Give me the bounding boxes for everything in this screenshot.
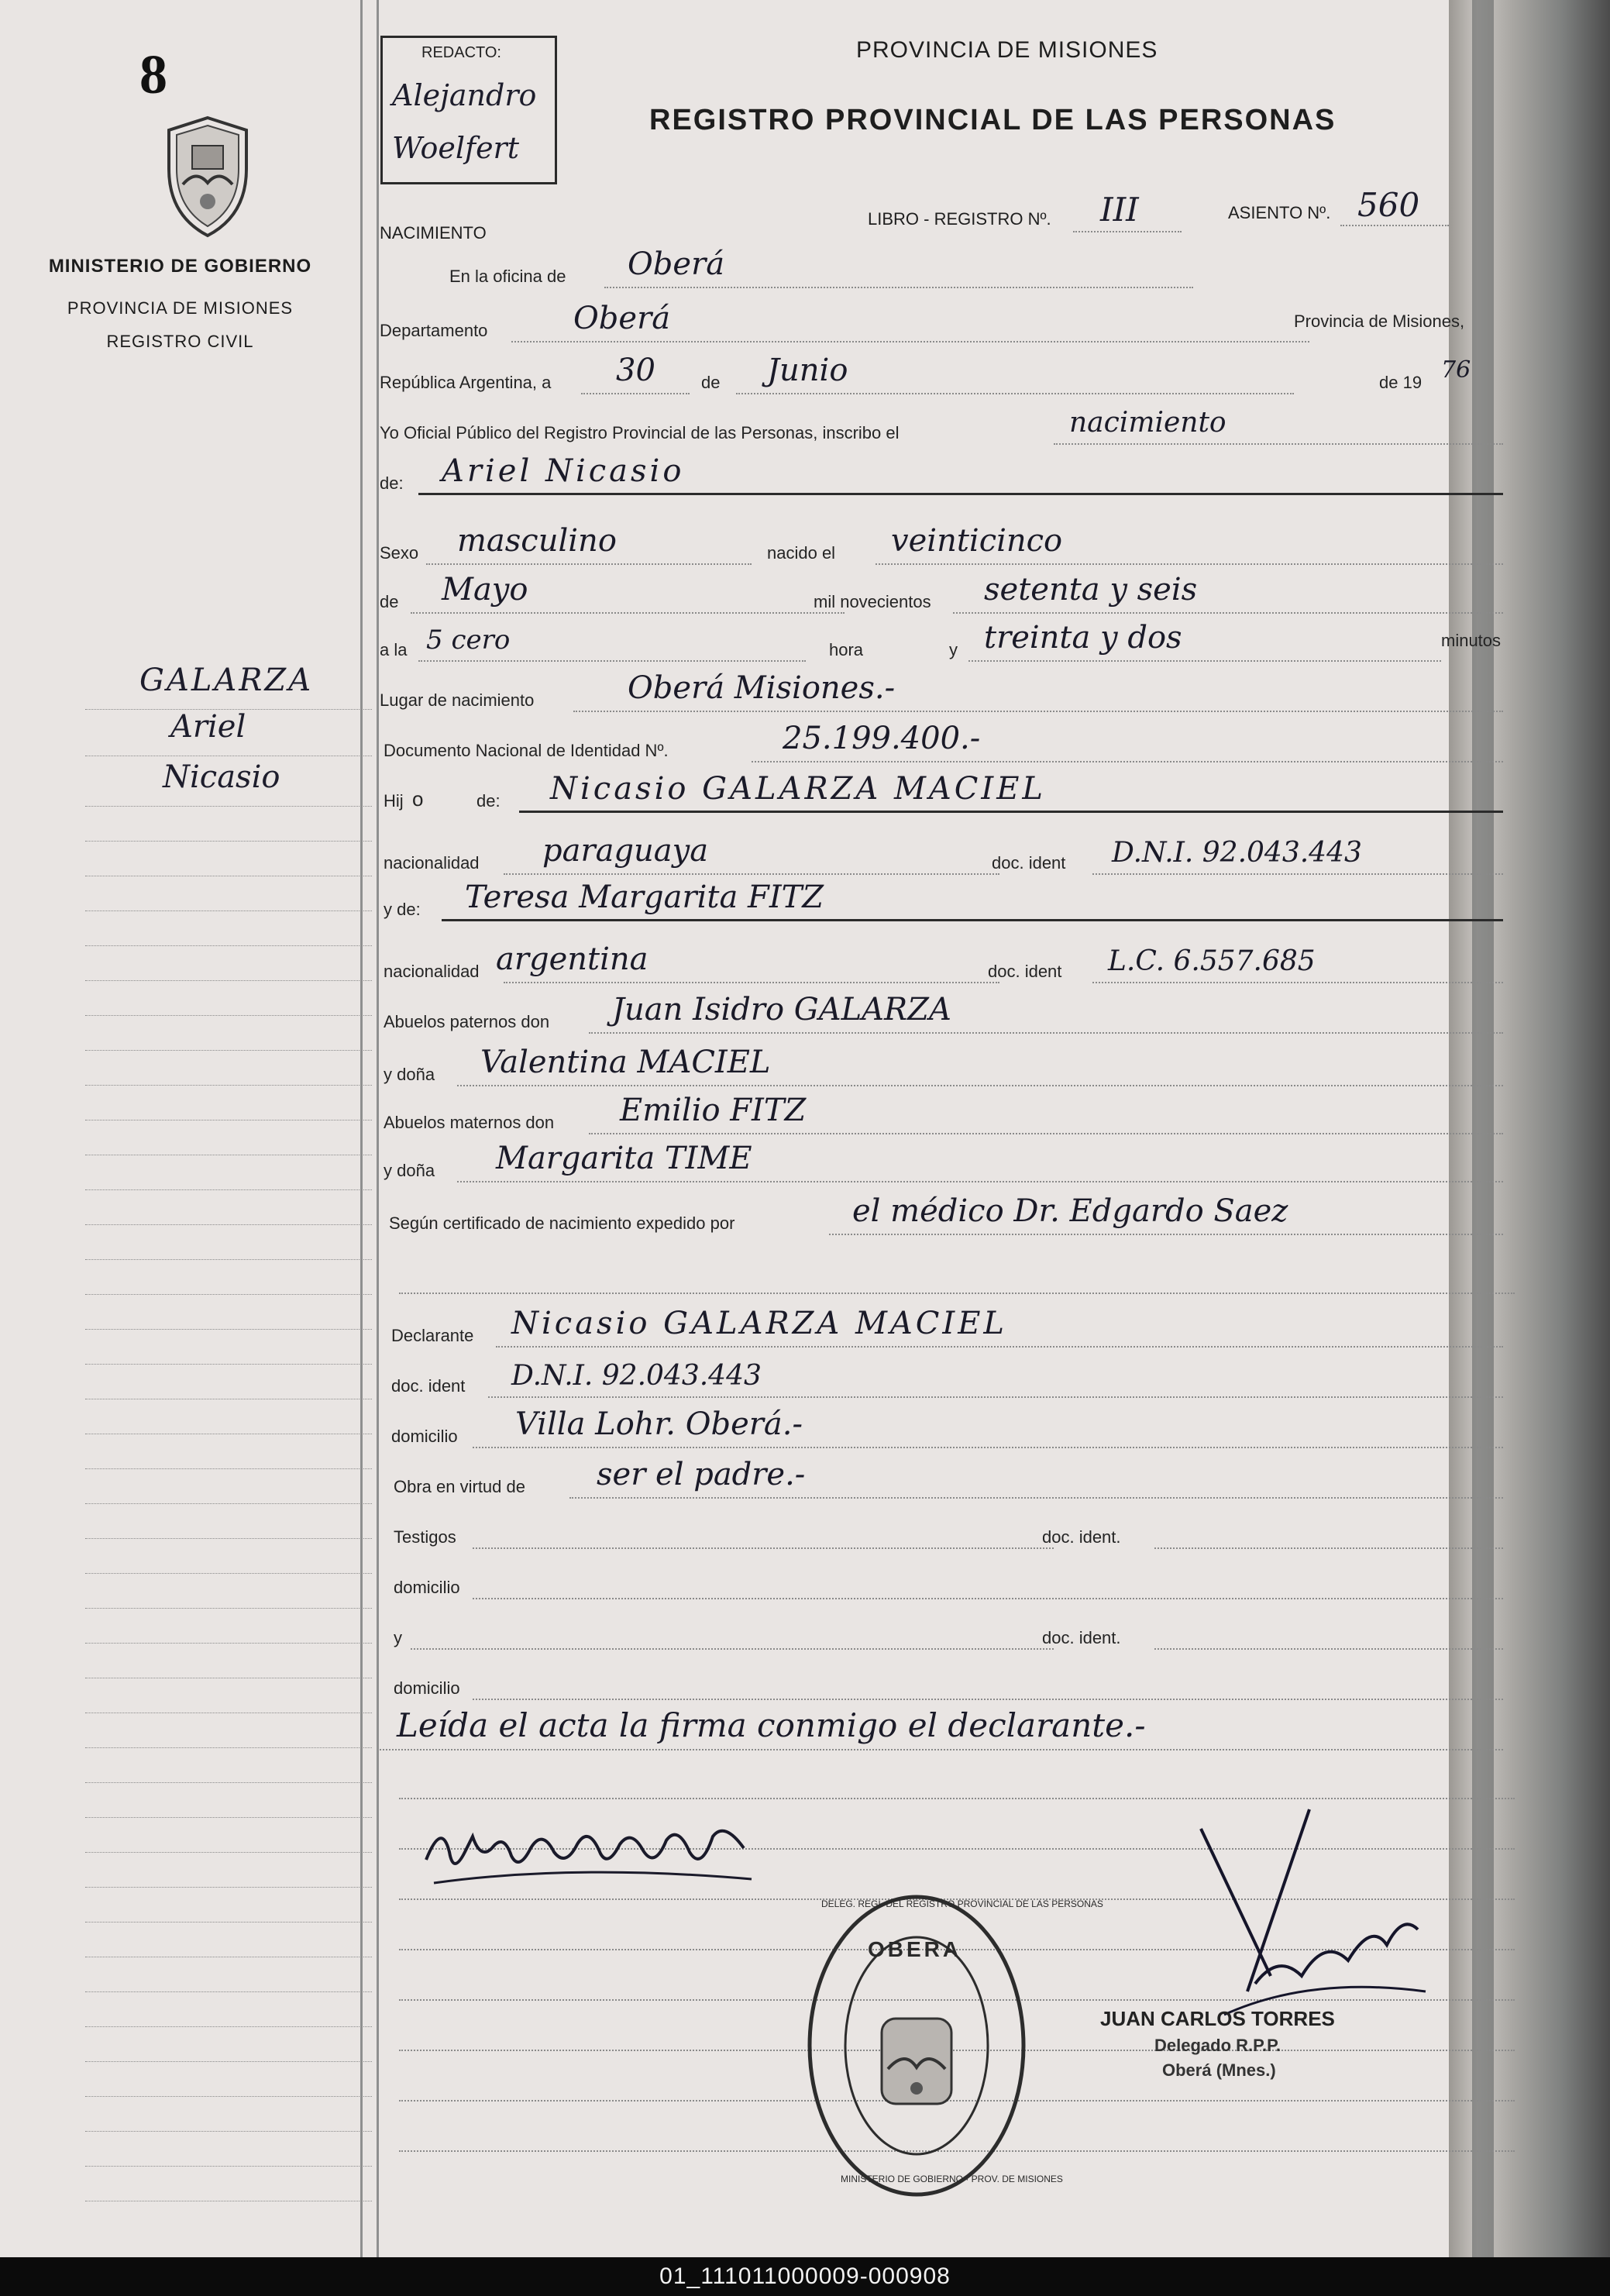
obra-label: Obra en virtud de	[394, 1477, 525, 1496]
section-label: NACIMIENTO	[380, 223, 487, 243]
redacto-label: REDACTO:	[421, 44, 501, 61]
nacido-value: veinticinco	[891, 523, 1063, 559]
departamento-value: Oberá	[573, 301, 671, 336]
header-province: PROVINCIA DE MISIONES	[856, 37, 1158, 63]
domicilio3-row	[380, 1651, 1511, 1705]
lugar-line	[573, 711, 1503, 712]
departamento-row	[380, 293, 1511, 347]
mil-value: setenta y seis	[984, 572, 1198, 608]
header-title: REGISTRO PROVINCIAL DE LAS PERSONAS	[649, 104, 1337, 136]
official-name: JUAN CARLOS TORRES	[1100, 2007, 1335, 2030]
fecha-row	[380, 345, 1511, 399]
official-title: Delegado R.P.P.	[1154, 2036, 1281, 2055]
obra-line	[569, 1497, 1503, 1499]
testigos-row	[380, 1499, 1511, 1554]
image-id-footer: 01_111011000009-000908	[0, 2257, 1610, 2296]
dni-value: 25.199.400.-	[783, 721, 981, 756]
nombre-line	[418, 493, 1503, 495]
mes-nac-label: de	[380, 592, 399, 611]
minutos-label: minutos	[1441, 631, 1502, 650]
abuelos-pat-row	[380, 984, 1511, 1038]
abuela-pat-value: Valentina MACIEL	[480, 1045, 771, 1080]
oficial-value: nacimiento	[1069, 407, 1226, 439]
hijo-row	[380, 763, 1511, 818]
doc-test-line	[1154, 1547, 1503, 1549]
hora-label: hora	[829, 640, 864, 659]
abuelo-mat-value: Emilio FITZ	[620, 1093, 807, 1128]
doc-madre-line	[1092, 982, 1503, 983]
libro-line	[1073, 231, 1182, 232]
official-place: Oberá (Mnes.)	[1162, 2060, 1276, 2080]
y-de-label: y de:	[384, 900, 421, 919]
nac-madre-line	[504, 982, 999, 983]
padre-line	[519, 811, 1503, 813]
sexo-value: masculino	[457, 523, 617, 559]
departamento-label: Departamento	[380, 321, 488, 340]
oficial-row	[380, 395, 1511, 449]
abuela-mat-value: Margarita TIME	[496, 1141, 752, 1176]
madre-line	[442, 919, 1503, 921]
hora-value: 5 cero	[426, 625, 511, 656]
hora-row	[380, 612, 1511, 666]
ministry-title: MINISTERIO DE GOBIERNO	[48, 256, 312, 277]
page-number: 8	[139, 43, 167, 105]
dia-line	[581, 393, 690, 394]
hora-y-label: y	[949, 640, 958, 659]
certificado-row	[380, 1186, 1511, 1240]
doc-test2-line	[1154, 1648, 1503, 1650]
declarante-label: Declarante	[391, 1326, 474, 1345]
ministry-registry: REGISTRO CIVIL	[106, 332, 254, 351]
declarante-row	[380, 1298, 1511, 1352]
domicilio2-row	[380, 1550, 1511, 1604]
declarante-value: Nicasio GALARZA MACIEL	[511, 1306, 1007, 1341]
mes-nac-row	[380, 564, 1511, 618]
hijo-suffix: o	[412, 787, 424, 811]
dia-value: 30	[616, 353, 655, 388]
mil-label: mil novecientos	[814, 592, 931, 611]
padre-value: Nicasio GALARZA MACIEL	[550, 771, 1046, 807]
margin-divider	[360, 0, 379, 2257]
stamp-top-text: DELEG. REGI. DEL REGISTRO PROVINCIAL DE LAS PERSONAS	[821, 1898, 1103, 1909]
provincia-label: Provincia de Misiones,	[1294, 312, 1465, 331]
province-seal-icon	[161, 115, 254, 239]
dona-mat-label: y doña	[384, 1161, 435, 1180]
margin-surname: GALARZA	[139, 663, 314, 698]
nacido-label: nacido el	[767, 543, 836, 563]
hijo-de-label: de:	[476, 791, 501, 811]
abuelo-pat-value: Juan Isidro GALARZA	[612, 992, 951, 1028]
nac-madre-label: nacionalidad	[384, 962, 480, 981]
certificado-value: el médico Dr. Edgardo Saez	[852, 1193, 1288, 1229]
testigos-line	[473, 1547, 1054, 1549]
anio-label: de 19	[1379, 373, 1423, 392]
domicilio3-line	[473, 1699, 1503, 1700]
anio-value: 76	[1441, 356, 1471, 384]
ministry-province: PROVINCIA DE MISIONES	[67, 298, 294, 318]
redacto-name-line2: Woelfert	[392, 131, 519, 165]
dona-pat-label: y doña	[384, 1065, 435, 1084]
abuela-pat-row	[380, 1037, 1511, 1091]
margin-first-name: Ariel	[170, 709, 246, 745]
stamp-bottom-text: MINISTERIO DE GOBIERNO · PROV. DE MISIONES	[841, 2174, 1063, 2184]
lugar-label: Lugar de nacimiento	[380, 690, 535, 710]
domicilio-label: domicilio	[391, 1427, 458, 1446]
doc-decl-value: D.N.I. 92.043.443	[511, 1360, 762, 1392]
obra-row	[380, 1449, 1511, 1503]
hijo-label: Hij	[384, 791, 404, 811]
abuelo-pat-line	[589, 1032, 1503, 1034]
abuela-mat-line	[457, 1181, 1503, 1182]
testigos-label: Testigos	[394, 1527, 456, 1547]
certificado-label: Según certificado de nacimiento expedido por	[389, 1213, 735, 1233]
lugar-row	[380, 663, 1511, 717]
testigo2-line	[411, 1648, 1054, 1650]
fecha-de-label: de	[701, 373, 721, 392]
cierre-line	[380, 1749, 1503, 1750]
libro-value: III	[1100, 191, 1139, 229]
redacto-name-line1: Alejandro	[392, 78, 537, 112]
dni-row	[380, 713, 1511, 767]
oficial-line	[1054, 443, 1503, 445]
libro-label: LIBRO - REGISTRO Nº.	[868, 209, 1051, 229]
nombre-row	[380, 446, 1511, 500]
nac-padre-value: paraguaya	[542, 833, 709, 869]
lugar-value: Oberá Misiones.-	[628, 670, 896, 706]
republica-label: República Argentina, a	[380, 373, 552, 392]
mes-line	[736, 393, 1294, 394]
domicilio2-line	[473, 1598, 1503, 1599]
departamento-line	[511, 341, 1309, 343]
official-signature-block	[1100, 2007, 1395, 2081]
minutos-value: treinta y dos	[984, 620, 1182, 656]
doc-madre-value: L.C. 6.557.685	[1108, 945, 1316, 977]
hora-line	[418, 660, 806, 662]
nac-madre-row	[380, 934, 1511, 988]
doc-padre-label: doc. ident	[992, 853, 1066, 873]
oficina-line	[604, 287, 1193, 288]
redacto-box	[380, 36, 557, 184]
nac-padre-label: nacionalidad	[384, 853, 480, 873]
certificado-extra-line	[399, 1293, 1515, 1294]
asiento-label: ASIENTO Nº.	[1228, 203, 1331, 222]
stamp-center-text: OBERA	[868, 1937, 962, 1961]
cierre-value: Leída el acta la firma conmigo el declarante.-	[397, 1706, 1146, 1744]
domicilio3-label: domicilio	[394, 1678, 460, 1698]
madre-row	[380, 872, 1511, 926]
dni-label: Documento Nacional de Identidad Nº.	[384, 741, 669, 760]
official-signature	[1154, 1798, 1433, 2030]
abuelos-mat-row	[380, 1085, 1511, 1139]
mes-value: Junio	[767, 353, 848, 388]
nombre-de-label: de:	[380, 473, 404, 493]
mes-nac-value: Mayo	[442, 572, 528, 608]
doc-test-label: doc. ident.	[1042, 1527, 1121, 1547]
doc-decl-row	[380, 1348, 1511, 1403]
oficina-row	[380, 239, 1511, 293]
minutos-line	[968, 660, 1441, 662]
hora-prefix: a la	[380, 640, 408, 659]
domicilio-value: Villa Lohr. Oberá.-	[515, 1406, 803, 1442]
doc-test2-label: doc. ident.	[1042, 1628, 1121, 1647]
doc-madre-label: doc. ident	[988, 962, 1062, 981]
abuelos-pat-label: Abuelos paternos don	[384, 1012, 550, 1031]
abuela-mat-row	[380, 1133, 1511, 1187]
margin-middle-name: Nicasio	[163, 759, 280, 795]
declarant-signature	[418, 1805, 759, 1898]
doc-decl-label: doc. ident	[391, 1376, 466, 1396]
nac-madre-value: argentina	[496, 941, 648, 977]
nombre-value: Ariel Nicasio	[442, 453, 685, 489]
abuelos-mat-label: Abuelos maternos don	[384, 1113, 555, 1132]
doc-decl-line	[488, 1396, 1503, 1398]
doc-padre-value: D.N.I. 92.043.443	[1112, 837, 1362, 869]
asiento-value: 560	[1357, 186, 1420, 224]
asiento-line	[1340, 225, 1449, 226]
domicilio2-label: domicilio	[394, 1578, 460, 1597]
oficial-label: Yo Oficial Público del Registro Provincial de las Personas, inscribo el	[380, 423, 900, 442]
oficina-value: Oberá	[628, 246, 725, 282]
y2-label: y	[394, 1628, 402, 1647]
sexo-row	[380, 515, 1511, 570]
dni-line	[752, 761, 1503, 762]
obra-value: ser el padre.-	[597, 1457, 806, 1492]
madre-value: Teresa Margarita FITZ	[465, 880, 824, 915]
oficina-label: En la oficina de	[449, 267, 566, 286]
testigo2-row	[380, 1600, 1511, 1654]
domicilio-row	[380, 1399, 1511, 1453]
sexo-label: Sexo	[380, 543, 419, 563]
declarante-line	[496, 1346, 1503, 1348]
domicilio-line	[473, 1447, 1503, 1448]
certificado-line	[829, 1234, 1503, 1235]
cierre-row	[380, 1701, 1511, 1755]
